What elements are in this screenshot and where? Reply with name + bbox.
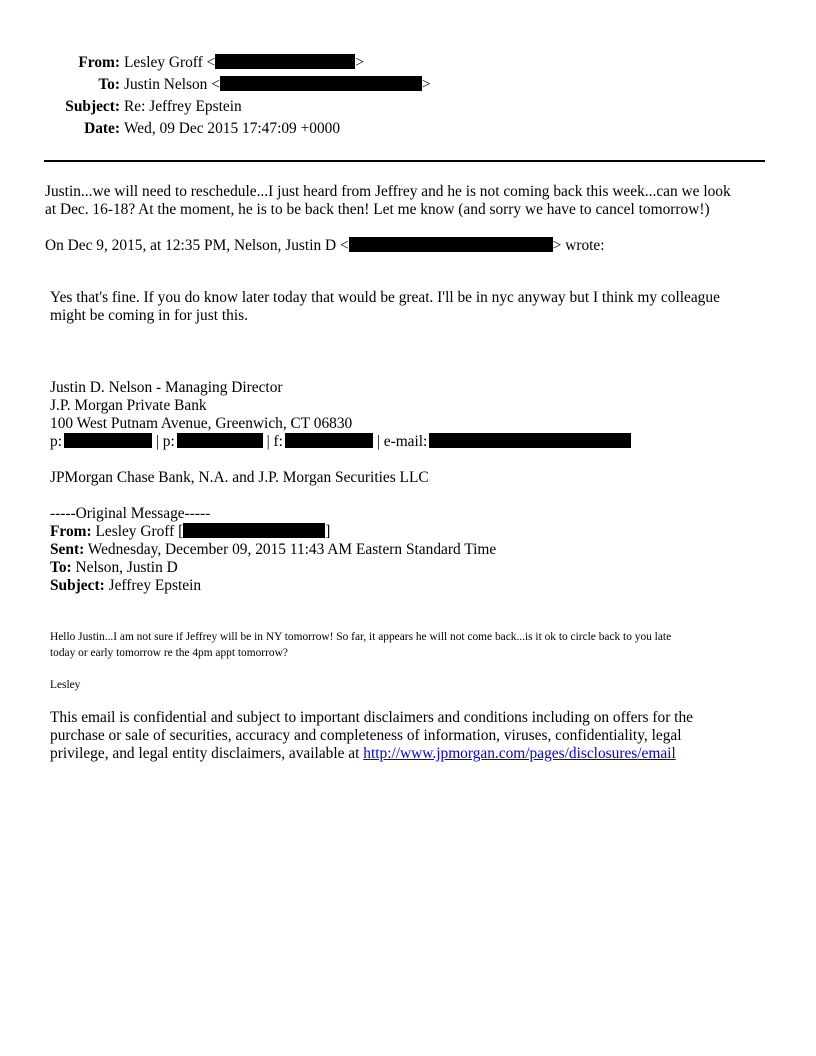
header-to-close: > [421,76,431,93]
signature-contact-row [50,433,631,451]
original-subject-label: Subject: [50,577,105,594]
disclaimer [50,709,775,763]
reply-body [45,183,770,219]
original-body [50,629,775,661]
redaction-bar [349,237,553,252]
redaction-bar [429,433,631,448]
header-date-label: Date: [84,120,120,137]
header-to-label: To: [98,76,120,93]
quote-intro-before: On Dec 9, 2015, at 12:35 PM, Nelson, Justin D < [45,237,349,254]
header-from-label: From: [78,54,120,71]
header-from-value: Lesley Groff < [124,54,216,71]
original-from-label: From: [50,523,92,540]
header-from-row [0,53,364,73]
signature-entity: JPMorgan Chase Bank, N.A. and J.P. Morgan Securities LLC [50,469,429,486]
original-subject-row [50,577,496,595]
reply-line: Justin...we will need to reschedule...I just heard from Jeffrey and he is not coming back this week...can we look [45,183,731,200]
header-date-row [0,119,340,139]
redaction-bar [285,433,373,448]
signature-address: 100 West Putnam Avenue, Greenwich, CT 06830 [50,415,353,432]
redaction-bar [183,523,325,538]
header-to-row [0,75,431,95]
disclaimer-line-prefix: privilege, and legal entity disclaimers, available at [50,745,364,762]
phone-label: p: [50,433,62,450]
original-to-row [50,559,496,577]
header-subject-value: Re: Jeffrey Epstein [124,98,242,115]
header-subject-label: Subject: [65,98,120,115]
original-to-label: To: [50,559,72,576]
quoted-line: might be coming in for just this. [50,307,248,324]
original-signoff: Lesley [50,679,81,691]
original-from-value: Lesley Groff [ [95,523,184,540]
original-from-row [50,523,496,541]
reply-line: at Dec. 16-18? At the moment, he is to be back then! Let me know (and sorry we have to cancel tomorrow!) [45,201,710,218]
header-divider [44,160,765,162]
original-message-header [50,505,496,595]
disclaimer-line: This email is confidential and subject to important disclaimers and conditions including on offers for the [50,709,693,726]
signature-name-title: Justin D. Nelson - Managing Director [50,379,283,396]
signature-company: J.P. Morgan Private Bank [50,397,207,414]
fax-label: | f: [266,433,283,450]
original-sent-row [50,541,496,559]
original-subject-value: Jeffrey Epstein [108,577,202,594]
original-to-value: Nelson, Justin D [75,559,178,576]
disclaimer-line [50,745,775,763]
redaction-bar [215,54,355,69]
header-to-value: Justin Nelson < [124,76,220,93]
quoted-line: Yes that's fine. If you do know later today that would be great. I'll be in nyc anyway but I think my colleague [50,289,720,306]
redaction-bar [220,76,422,91]
email-label: | e-mail: [376,433,428,450]
redaction-bar [64,433,152,448]
disclosures-link[interactable]: http://www.jpmorgan.com/pages/disclosures/email [363,745,676,762]
header-subject-row [0,97,242,117]
original-body-line: today or early tomorrow re the 4pm appt tomorrow? [50,647,288,659]
header-from-close: > [355,54,364,71]
quoted-reply [50,289,775,325]
header-date-value: Wed, 09 Dec 2015 17:47:09 +0000 [124,120,341,137]
redaction-bar [177,433,263,448]
original-sent-value: Wednesday, December 09, 2015 11:43 AM Eastern Standard Time [87,541,497,558]
original-body-line: Hello Justin...I am not sure if Jeffrey will be in NY tomorrow! So far, it appears he will not come back...is it ok to circle back to you late [50,631,672,643]
original-separator: -----Original Message----- [50,505,211,522]
signature-block [50,379,631,451]
disclaimer-line: purchase or sale of securities, accuracy and completeness of information, viruses, confidentiality, legal [50,727,682,744]
original-from-close: ] [325,523,331,540]
quote-intro [45,237,605,255]
original-sent-label: Sent: [50,541,85,558]
quote-intro-after: > wrote: [552,237,605,254]
phone2-label: | p: [155,433,175,450]
